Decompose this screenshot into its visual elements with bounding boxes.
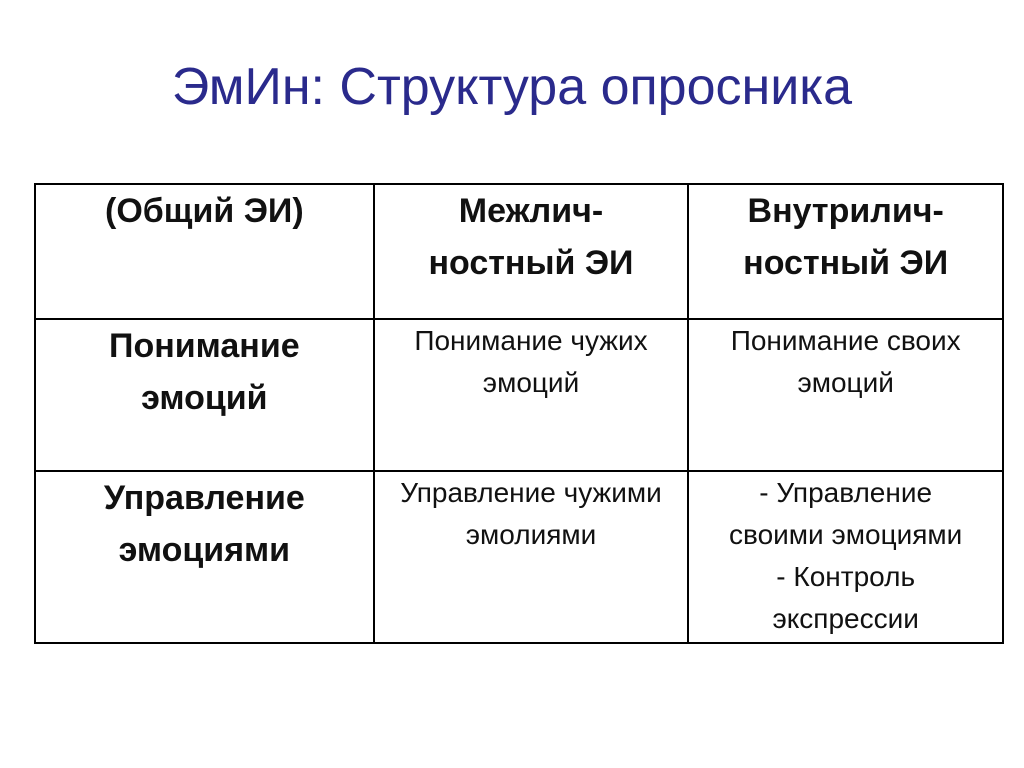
cell-line: эмолиями xyxy=(465,519,597,550)
cell-line: экспрессии xyxy=(772,603,919,634)
cell-line: - Управление xyxy=(759,477,933,508)
slide-title: ЭмИн: Структура опросника xyxy=(171,58,853,116)
row-label-line: эмоций xyxy=(141,379,268,417)
cell-managing-others xyxy=(374,471,689,643)
header-line: (Общий ЭИ) xyxy=(105,192,304,230)
cell-understanding-others xyxy=(374,319,689,471)
row-label-line: Управление xyxy=(103,479,305,517)
cell-line: - Контроль xyxy=(776,561,916,592)
header-line: ностный ЭИ xyxy=(428,244,634,282)
header-cell-intrapersonal-ei xyxy=(688,184,1003,319)
cell-line: эмоций xyxy=(482,367,580,398)
header-line: Внутрилич- xyxy=(747,192,944,230)
table-row-management xyxy=(35,471,1003,643)
row-label-understanding xyxy=(35,319,374,471)
header-cell-general-ei xyxy=(35,184,374,319)
table-header-row xyxy=(35,184,1003,319)
table-row-understanding xyxy=(35,319,1003,471)
cell-managing-own xyxy=(688,471,1003,643)
cell-line: своими эмоциями xyxy=(729,519,963,550)
header-cell-interpersonal-ei xyxy=(374,184,689,319)
questionnaire-structure-table xyxy=(34,183,1004,644)
row-label-line: Понимание xyxy=(109,327,300,365)
cell-line: Управление чужими xyxy=(400,477,662,508)
header-line: Межлич- xyxy=(458,192,604,230)
cell-line: Понимание чужих xyxy=(414,325,648,356)
row-label-management xyxy=(35,471,374,643)
header-line: ностный ЭИ xyxy=(743,244,949,282)
cell-line: Понимание своих xyxy=(730,325,961,356)
cell-understanding-own xyxy=(688,319,1003,471)
cell-line: эмоций xyxy=(797,367,894,398)
row-label-line: эмоциями xyxy=(118,531,291,569)
